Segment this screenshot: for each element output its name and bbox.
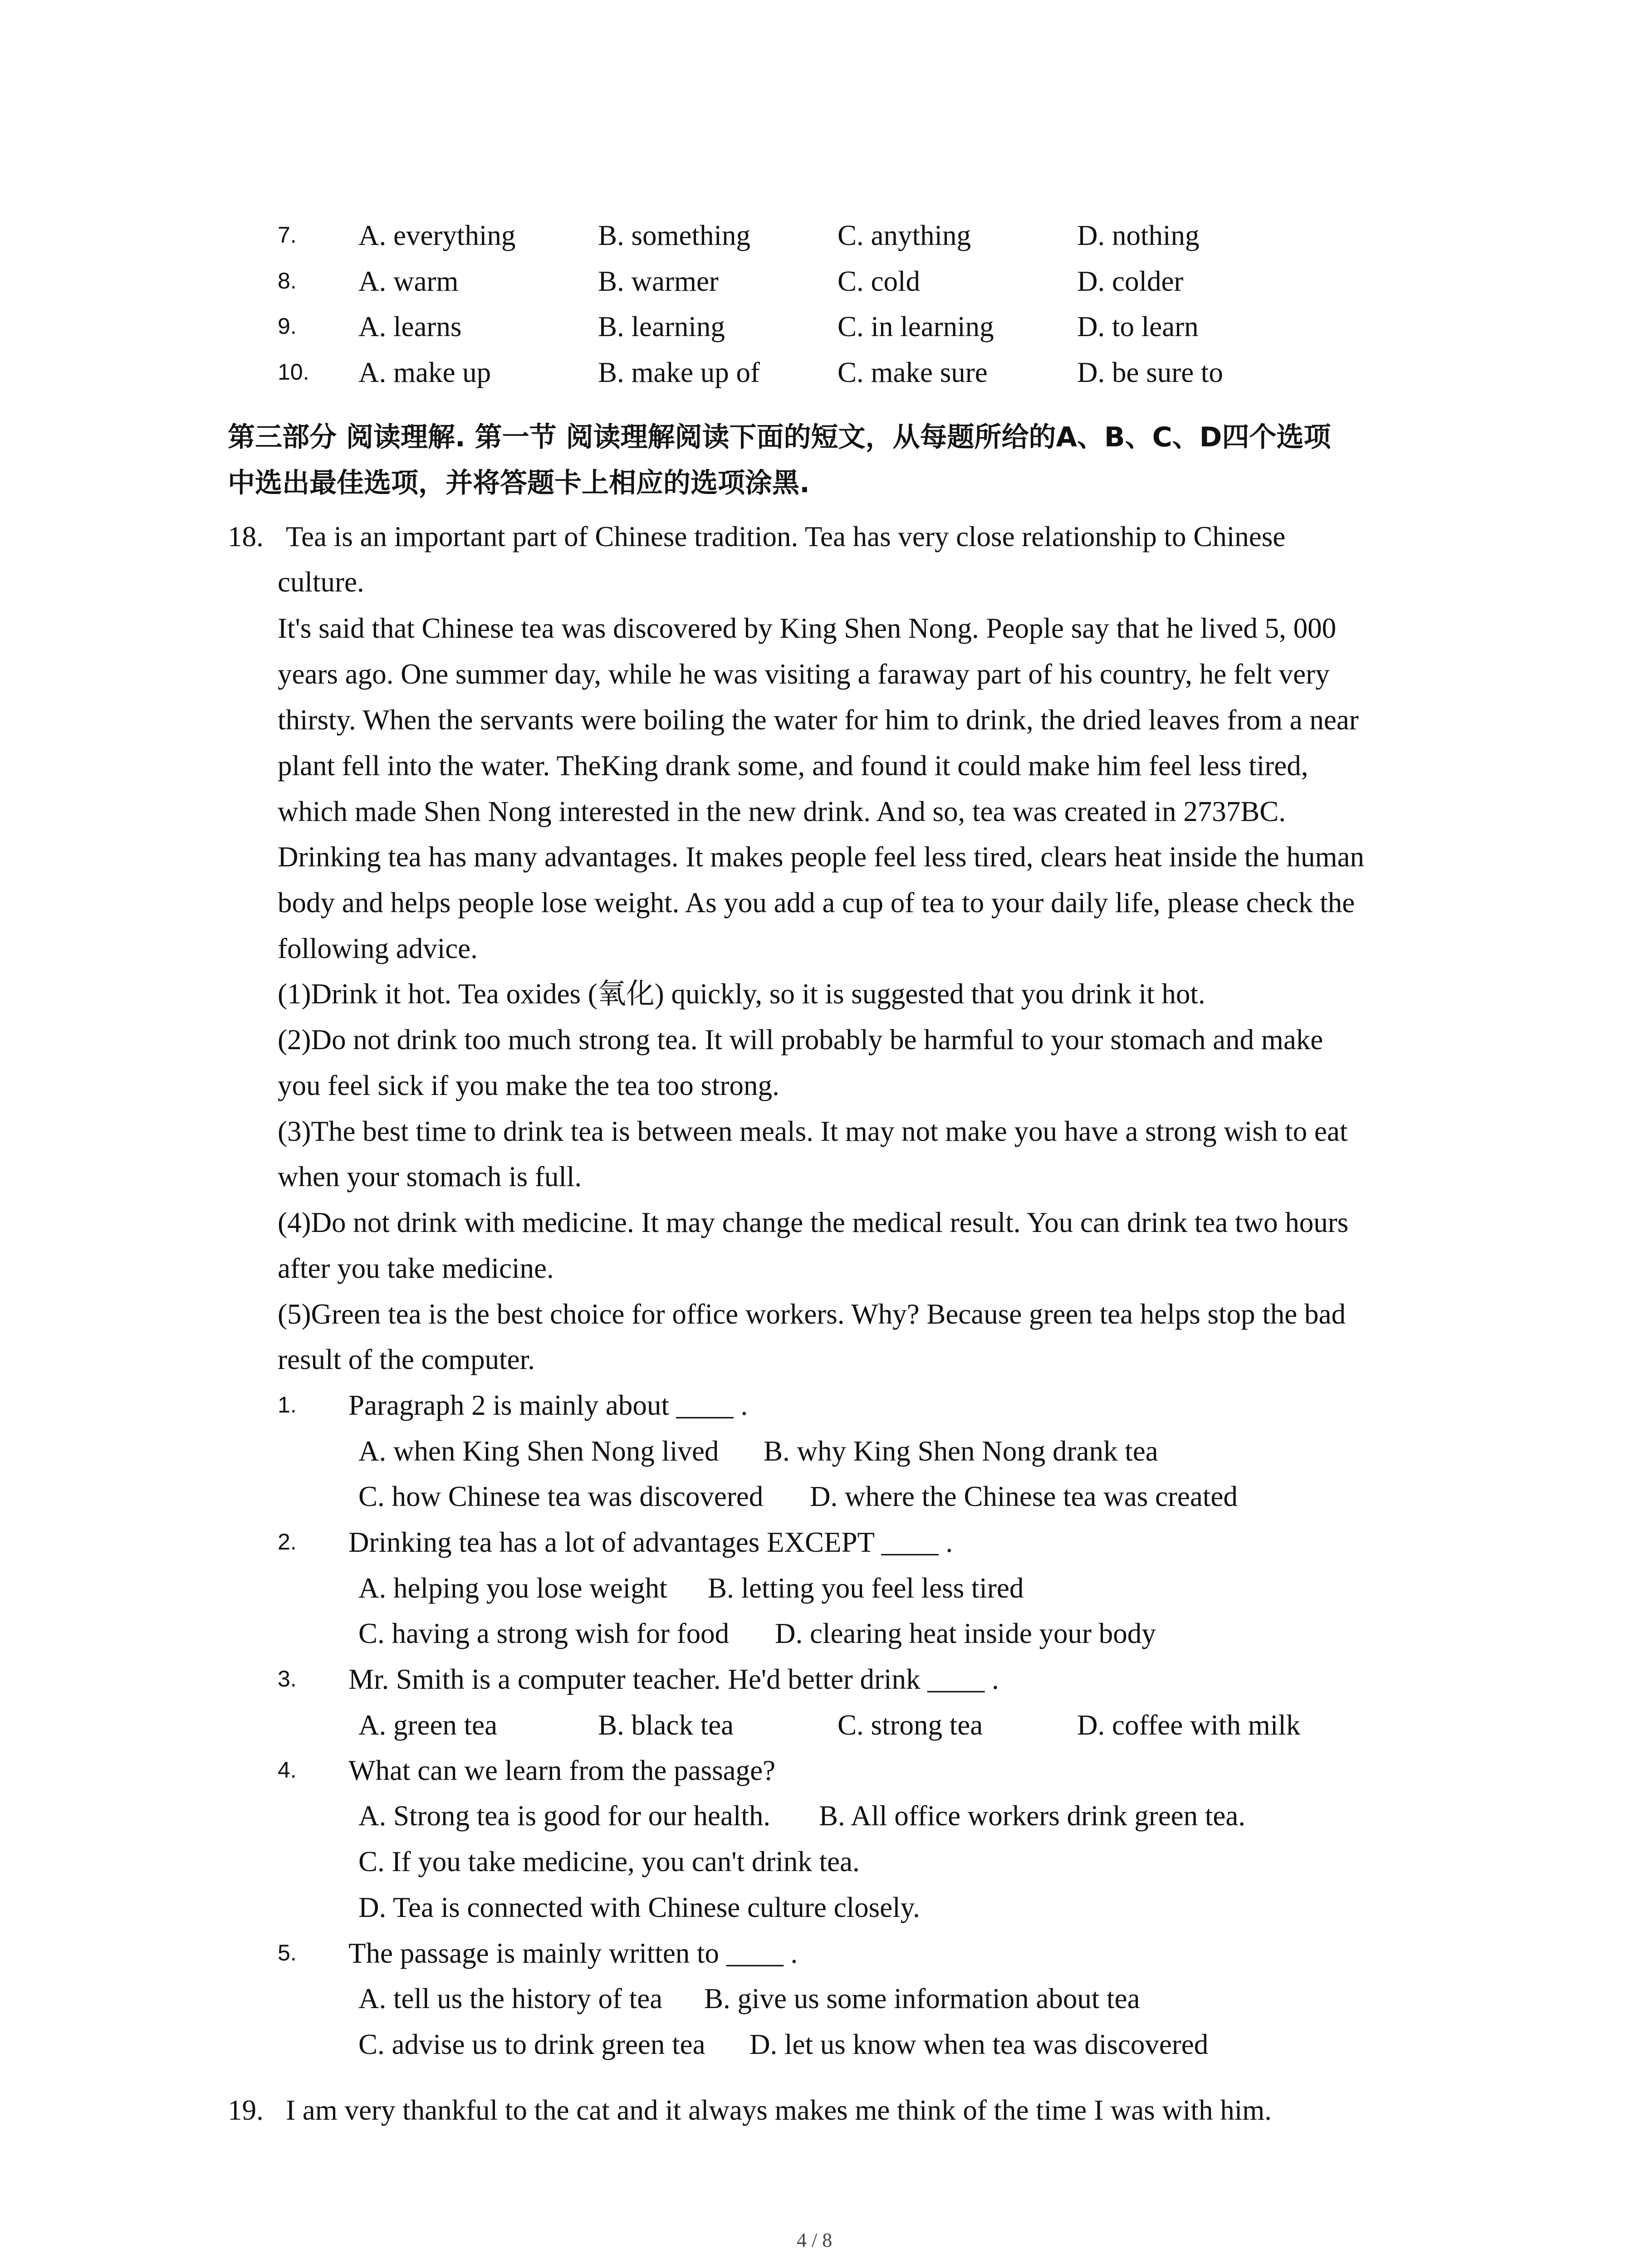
passage-line: (1)Drink it hot. Tea oxides (氧化) quickly, so it is suggested that you drink it hot. (278, 978, 1205, 1010)
option-a: A. tell us the history of tea (358, 1983, 663, 2014)
page-number: 4 / 8 (797, 2229, 833, 2251)
question-number: 3. (278, 1666, 297, 1691)
section-heading-line: 中选出最佳选项，并将答题卡上相应的选项涂黑. (228, 467, 810, 499)
option-d: D. let us know when tea was discovered (749, 2028, 1209, 2060)
passage-line: I am very thankful to the cat and it always makes me think of the time I was with him. (286, 2094, 1272, 2126)
question-stem: Drinking tea has a lot of advantages EXCEPT ____ . (348, 1526, 953, 1558)
option-c: C. cold (838, 265, 920, 297)
option-c: C. having a strong wish for food (358, 1618, 730, 1649)
passage-line: result of the computer. (278, 1344, 535, 1375)
option-d: D. colder (1077, 265, 1184, 297)
option-d: D. to learn (1077, 311, 1199, 342)
option-b: B. something (598, 220, 751, 251)
passage-line: you feel sick if you make the tea too strong. (278, 1070, 779, 1101)
question-stem: Paragraph 2 is mainly about ____ . (348, 1389, 748, 1421)
option-d: D. be sure to (1077, 357, 1223, 388)
option-a: A. everything (358, 220, 516, 251)
passage-line: (2)Do not drink too much strong tea. It will probably be harmful to your stomach and make (278, 1024, 1323, 1056)
passage-line: body and helps people lose weight. As you add a cup of tea to your daily life, please check the (278, 887, 1355, 919)
option-b: B. letting you feel less tired (708, 1572, 1024, 1604)
passage-line: after you take medicine. (278, 1252, 554, 1284)
question-number: 10. (278, 359, 309, 385)
option-c: C. advise us to drink green tea (358, 2028, 705, 2060)
option-b: B. black tea (598, 1709, 734, 1741)
question-stem: Mr. Smith is a computer teacher. He'd better drink ____ . (348, 1663, 999, 1695)
option-b: B. make up of (598, 357, 760, 388)
option-b: B. give us some information about tea (704, 1983, 1140, 2014)
option-a: A. make up (358, 357, 491, 388)
passage-line: following advice. (278, 933, 478, 964)
option-c: C. make sure (838, 357, 988, 388)
option-b: B. All office workers drink green tea. (819, 1800, 1246, 1832)
option-a: A. when King Shen Nong lived (358, 1435, 719, 1467)
option-a: A. Strong tea is good for our health. (358, 1800, 771, 1832)
passage-line: plant fell into the water. TheKing drank some, and found it could make him feel less tired, (278, 750, 1308, 782)
section-heading-line: 第三部分 阅读理解. 第一节 阅读理解阅读下面的短文，从每题所给的A、B、C、D四个选项 (228, 421, 1331, 453)
option-a: A. helping you lose weight (358, 1572, 667, 1604)
passage-line: (3)The best time to drink tea is between meals. It may not make you have a strong wish to eat (278, 1115, 1348, 1147)
option-c: C. anything (838, 220, 971, 251)
option-d: D. clearing heat inside your body (775, 1618, 1156, 1649)
passage-line: It's said that Chinese tea was discovered by King Shen Nong. People say that he lived 5, 000 (278, 612, 1337, 644)
question-number: 4. (278, 1757, 297, 1783)
question-number: 9. (278, 313, 297, 339)
option-d: D. where the Chinese tea was created (810, 1481, 1238, 1512)
passage-line: (4)Do not drink with medicine. It may change the medical result. You can drink tea two hours (278, 1207, 1349, 1238)
passage-line: Tea is an important part of Chinese tradition. Tea has very close relationship to Chinese (286, 521, 1286, 552)
option-a: A. green tea (358, 1709, 498, 1741)
option-a: A. warm (358, 265, 459, 297)
option-c: C. how Chinese tea was discovered (358, 1481, 764, 1512)
option-d: D. coffee with milk (1077, 1709, 1301, 1741)
question-stem: What can we learn from the passage? (348, 1755, 776, 1786)
option-c: C. If you take medicine, you can't drink tea. (358, 1846, 860, 1877)
question-number: 8. (278, 268, 297, 293)
option-b: B. learning (598, 311, 725, 342)
passage-line: Drinking tea has many advantages. It makes people feel less tired, clears heat inside the human (278, 841, 1364, 873)
passage-line: which made Shen Nong interested in the new drink. And so, tea was created in 2737BC. (278, 796, 1286, 827)
question-number: 2. (278, 1529, 297, 1554)
option-d: D. Tea is connected with Chinese culture closely. (358, 1892, 920, 1923)
option-d: D. nothing (1077, 220, 1200, 251)
option-c: C. in learning (838, 311, 994, 342)
question-number: 1. (278, 1392, 297, 1418)
passage-line: years ago. One summer day, while he was visiting a faraway part of his country, he felt very (278, 658, 1330, 690)
question-number: 5. (278, 1940, 297, 1965)
question-number: 7. (278, 222, 297, 248)
option-a: A. learns (358, 311, 462, 342)
passage-number: 18. (228, 521, 264, 552)
option-c: C. strong tea (838, 1709, 983, 1741)
passage-line: culture. (278, 566, 364, 598)
option-b: B. why King Shen Nong drank tea (764, 1435, 1158, 1467)
passage-line: when your stomach is full. (278, 1161, 582, 1193)
passage-line: thirsty. When the servants were boiling the water for him to drink, the dried leaves from a near (278, 704, 1359, 736)
option-b: B. warmer (598, 265, 719, 297)
question-stem: The passage is mainly written to ____ . (348, 1937, 798, 1969)
passage-line: (5)Green tea is the best choice for office workers. Why? Because green tea helps stop the bad (278, 1298, 1346, 1330)
passage-number: 19. (228, 2094, 264, 2126)
